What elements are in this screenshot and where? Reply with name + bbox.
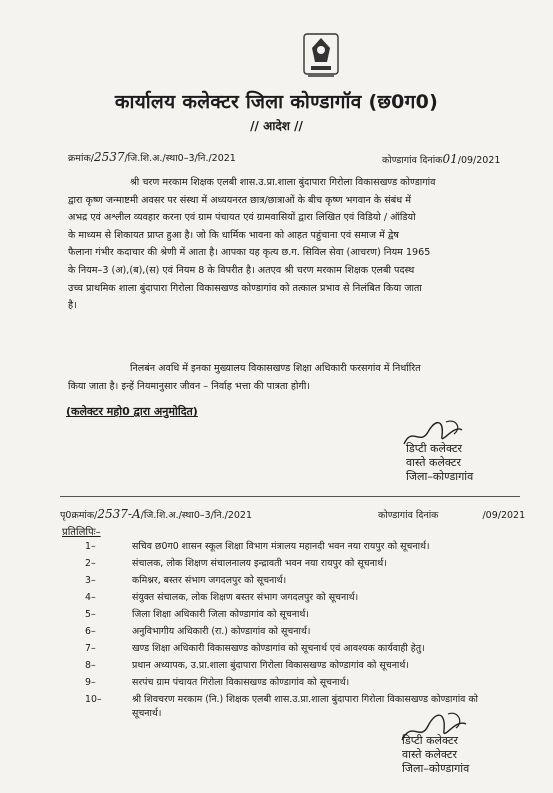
date2-label: कोण्डागांव दिनांक	[378, 510, 439, 521]
paragraph-line: श्री चरण मरकाम शिक्षक एलबी शास.उ.प्रा.शाला बुंदापारा गिरोला विकासखण्ड कोण्डागांव	[130, 177, 436, 188]
state-emblem-icon	[300, 28, 342, 82]
date-day: 01	[442, 152, 458, 166]
order-paragraph-1	[68, 174, 488, 315]
office-title: कार्यालय कलेक्टर जिला कोण्डागॉव (छ0ग0)	[114, 91, 439, 113]
paragraph-line: निलबंन अवधि में इनका मुख्यालय विकासखण्ड शिक्षा अधिकारी फरसगांव में निर्धारित	[130, 363, 421, 374]
endorsement-reference	[60, 507, 252, 521]
paragraph-line: है।	[68, 300, 77, 312]
signature-on-behalf: वास्ते कलेक्टर	[406, 456, 461, 469]
signature-designation: डिप्टी कलेक्टर	[402, 734, 459, 747]
ref2-number: 2537-A	[97, 507, 141, 521]
paragraph-line: उच्च प्राथमिक शाला बुंदापारा गिरोला विकासखण्ड कोण्डागांव को तत्काल प्रभाव से निलंबित किया जाता	[68, 282, 422, 294]
signature-on-behalf: वास्ते कलेक्टर	[402, 748, 457, 761]
signature-block-2	[402, 734, 469, 776]
paragraph-line: द्वारा कृष्ण जन्माष्टमी अवसर पर संस्था में अध्ययनरत छात्र/छात्राओं के बीच कृष्ण भगवान के संबंध में	[68, 194, 411, 206]
approval-note: (कलेक्टर महो0 द्वारा अनुमोदित)	[66, 405, 198, 418]
date-rest: /09/2021	[457, 155, 501, 166]
date-label: कोण्डागांव दिनांक	[382, 155, 443, 166]
order-paragraph-2	[68, 360, 488, 395]
copy-to-label: प्रतिलिपिः–	[62, 527, 101, 538]
order-date	[382, 152, 500, 166]
order-reference	[68, 150, 236, 164]
ref2-prefix: पृ0क्रमांक/	[60, 510, 98, 521]
divider	[60, 496, 520, 497]
date2-rest: /09/2021	[482, 510, 526, 521]
signature-district: जिला–कोण्डागांव	[406, 470, 474, 483]
order-label: // आदेश //	[250, 119, 303, 133]
paragraph-line: के नियम–3 (अ),(ब),(स) एवं नियम 8 के विपरीत है। अतएव श्री चरण मरकाम शिक्षक एलबी पदस्थ	[68, 264, 415, 276]
endorsement-date	[378, 508, 525, 521]
order-document: कार्यालय कलेक्टर जिला कोण्डागॉव (छ0ग0) // आदेश // क्रमांक/2537/जि.शि.अ./स्था0–3/नि./2021 कोण्डागांव दिनांक01/09/2021 श्री चरण मरकाम शिक्षक एलबी शास.उ.प्रा.शाला बुंदापारा गिरोला विकासखण्ड कोण्डागांव द्वारा कृष्ण जन्माष्टमी अवसर पर संस्था में अध्ययनरत छात्र/छात्राओं के बीच कृष्ण भगवान के संबंध में अभद्र एवं अश्लील व्यवहार करना एवं ग्राम पंचायत एवं ग्रामवासियों द्वारा लिखित एवं विडियो / ऑडियो के माध्यम से शिकायत प्राप्त हुआ है। जो कि धार्मिक भावना को आहत पहुंचाना एवं समाज में द्वेष फैलाना गंभीर कदाचार की श्रेणी में आता है। आपका यह कृत्य छ.ग. सिविल सेवा (आचरण) नियम 1965 के नियम–3 (अ),(ब),(स) एवं नियम 8 के विपरीत है। अतएव श्री चरण मरकाम शिक्षक एलबी पदस्थ उच्च प्राथमिक शाला बुंदापारा गिरोला विकासखण्ड कोण्डागांव को तत्काल प्रभाव से निलंबित किया जाता है। निलबंन अवधि में इनका मुख्यालय विकासखण्ड शिक्षा अधिकारी फरसगांव में निर्धारित किया जाता है। इन्हें नियमानुसार जीवन – निर्वाह भत्ता की पात्रता होगी। (कलेक्टर महो0 द्वारा अनुमोदित) डिप्टी कलेक्टर वास्ते कलेक्टर जिला–कोण्डागांव पृ0क्रमांक/2537-A/जि.शि.अ./स्था0–3/नि./2021 कोण्डागांव दिनांक /09/2021 प्रतिलिपिः– 1– सचिव छ0ग0 शासन स्कूल शिक्षा विभाग मंत्रालय महानदी भवन नया रायपुर को सूचनार्थ। 2– संचालक, लोक शिक्षण संचालनालय इन्द्रावती भवन नया रायपुर को सूचनार्थ। 3– कमिश्नर, बस्तर संभाग जगदलपुर को सूचनार्थ। 4– संयुक्त संचालक, लोक शिक्षण बस्तर संभाग जगदलपुर को सूचनार्थ। 5– जिला शिक्षा अधिकारी जिला कोण्डागांव को सूचनार्थ। 6– अनुविभागीय अधिकारी (रा.) कोण्डागांव को सूचनार्थ। 7– खण्ड शिक्षा अधिकारी विकासखण्ड कोण्डागांव को सूचनार्थ एवं आवश्यक कार्यवाही हेतु। 8– प्रधान अध्यापक, उ.प्रा.शाला बुंदापारा गिरोला विकासखण्ड कोण्डागांव को सूचनार्थ। 9– सरपंच ग्राम पंचायत गिरोला विकासखण्ड कोण्डागांव को सूचनार्थ। 10– श्री शिवचरण मरकाम (नि.) शिक्षक एलबी शास.उ.प्रा.शाला बुंदापारा गिरोला विकासखण्ड कोण्डागांव को सूचनार्थ। डिप्टी कलेक्टर वास्ते कलेक्टर जिला–कोण्डागांव	[0, 0, 553, 793]
paragraph-line: के माध्यम से शिकायत प्राप्त हुआ है। जो कि धार्मिक भावना को आहत पहुंचाना एवं समाज में द्वेष	[68, 229, 399, 241]
paragraph-line: अभद्र एवं अश्लील व्यवहार करना एवं ग्राम पंचायत एवं ग्रामवासियों द्वारा लिखित एवं विडियो / ऑडियो	[68, 212, 416, 224]
paragraph-line: फैलाना गंभीर कदाचार की श्रेणी में आता है। आपका यह कृत्य छ.ग. सिविल सेवा (आचरण) नियम 1965	[68, 247, 431, 259]
ref-suffix: /जि.शि.अ./स्था0–3/नि./2021	[124, 153, 236, 164]
paragraph-line: किया जाता है। इन्हें नियमानुसार जीवन – निर्वाह भत्ता की पात्रता होगी।	[68, 380, 310, 392]
signature-designation: डिप्टी कलेक्टर	[406, 442, 463, 455]
ref-prefix: क्रमांक/	[68, 153, 94, 164]
ref-number: 2537	[93, 150, 125, 164]
signature-block-1	[406, 442, 473, 484]
signature-district: जिला–कोण्डागांव	[402, 762, 470, 775]
ref2-suffix: /जि.शि.अ./स्था0–3/नि./2021	[140, 510, 252, 521]
